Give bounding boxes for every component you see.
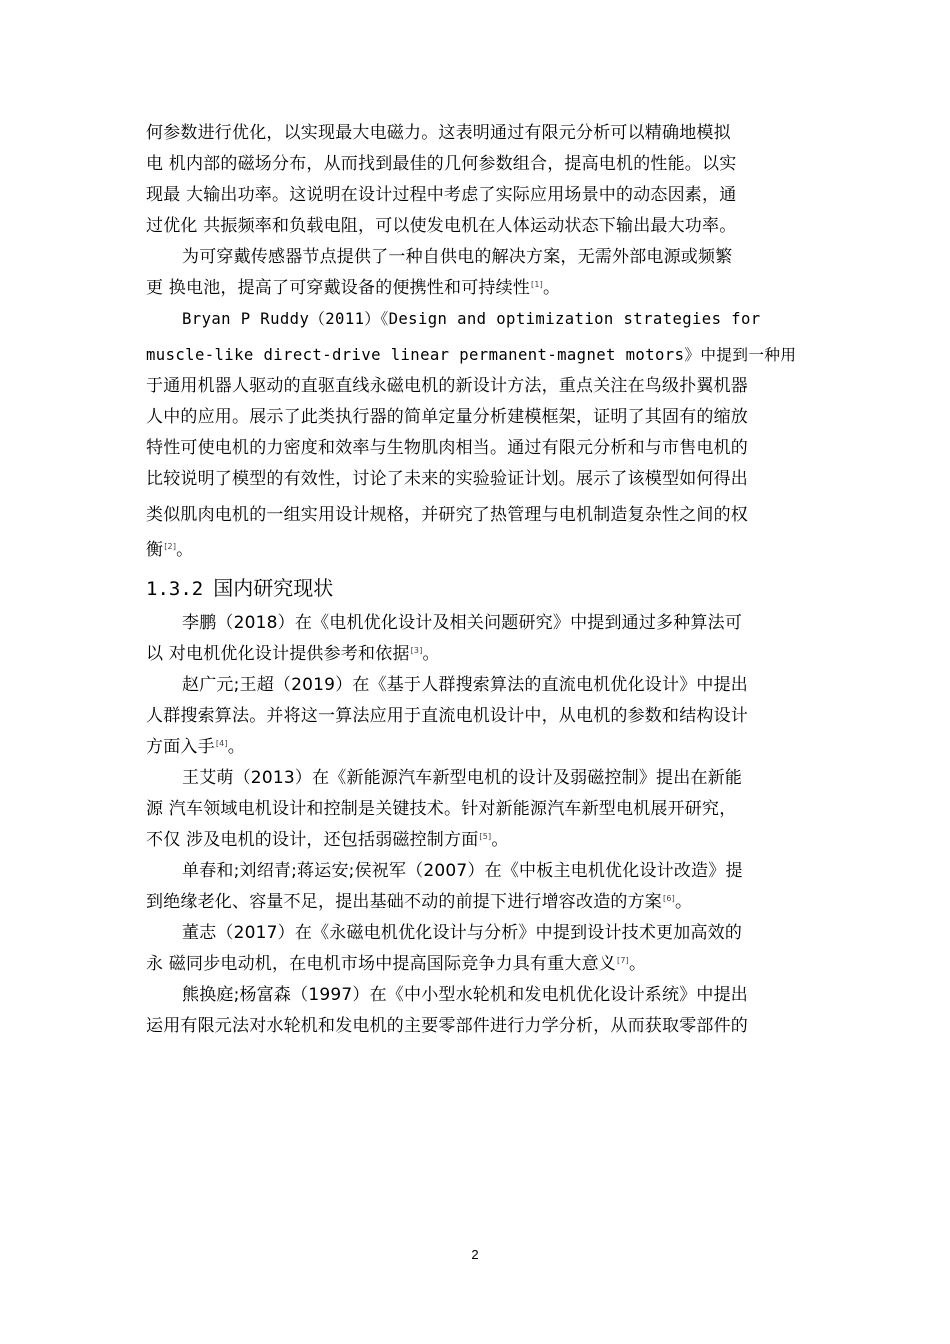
paragraph-line: 人中的应用。展示了此类执行器的简单定量分析建模框架，证明了其固有的缩放: [146, 407, 748, 427]
line-end-mark: 。: [674, 892, 693, 912]
citation-ref: [1]: [531, 280, 543, 289]
citation-ref: [2]: [164, 542, 177, 551]
paragraph-line: 人群搜索算法。并将这一算法应用于直流电机设计中，从电机的参数和结构设计: [146, 706, 748, 726]
line-text: 到绝缘老化、容量不足，提出基础不动的前提下进行增容改造的方案: [146, 892, 662, 912]
paragraph-line: [146, 732, 810, 763]
paragraph-line: 过优化 共振频率和负载电阻，可以使发电机在人体运动状态下输出最大功率。: [146, 216, 737, 236]
page-number: 2: [471, 1247, 479, 1262]
paragraph-line: [146, 340, 810, 371]
paragraph-line: 单春和;刘绍青;蒋运安;侯祝军（2007）在《中板主电机优化设计改造》提: [182, 861, 743, 881]
paragraph-line: 特性可使电机的力密度和效率与生物肌肉相当。通过有限元分析和与市售电机的: [146, 438, 748, 458]
section-title: 国内研究现状: [213, 576, 334, 600]
line-text: 以 对电机优化设计提供参考和依据: [146, 644, 410, 664]
paragraph-line: 于通用机器人驱动的直驱直线永磁电机的新设计方法，重点关注在鸟级扑翼机器: [146, 376, 748, 396]
paragraph-line: 赵广元;王超（2019）在《基于人群搜索算法的直流电机优化设计》中提出: [182, 675, 748, 695]
line-end-mark: 。: [491, 830, 509, 850]
line-text: 方面入手: [146, 737, 215, 757]
paragraph-line: [146, 273, 810, 304]
section-number: 1.3.2: [146, 578, 204, 600]
citation-ref: [3]: [410, 646, 423, 655]
paragraph-line: 董志（2017）在《永磁电机优化设计与分析》中提到设计技术更加高效的: [182, 923, 743, 943]
line-end-mark: 。: [176, 540, 194, 560]
citation-ref: [7]: [617, 956, 629, 965]
paragraph-line: 为可穿戴传感器节点提供了一种自供电的解决方案，无需外部电源或频繁: [182, 247, 733, 267]
section-heading: [146, 566, 810, 608]
line-text: 更 换电池，提高了可穿戴设备的便携性和可持续性: [146, 278, 531, 298]
paragraph-line: 王艾萌（2013）在《新能源汽车新型电机的设计及弱磁控制》提出在新能: [182, 768, 743, 788]
paragraph-line: 熊换庭;杨富森（1997）在《中小型水轮机和发电机优化设计系统》中提出: [182, 985, 748, 1005]
line-end-mark: 。: [227, 737, 245, 757]
paragraph-line: Bryan P Ruddy（2011）《Design and optimization strategies for: [182, 310, 761, 328]
paragraph-line: 类似肌肉电机的一组实用设计规格，并研究了热管理与电机制造复杂性之间的权: [146, 505, 748, 525]
paragraph-line: 何参数进行优化，以实现最大电磁力。这表明通过有限元分析可以精确地模拟: [146, 123, 731, 143]
paragraph-line: 李鹏（2018）在《电机优化设计及相关问题研究》中提到通过多种算法可: [182, 613, 743, 633]
paragraph-line: [146, 639, 810, 670]
paragraph-line: [146, 825, 810, 856]
citation-ref: [5]: [479, 832, 492, 841]
paragraph-line: 运用有限元法对水轮机和发电机的主要零部件进行力学分析，从而获取零部件的: [146, 1016, 748, 1036]
paragraph-line: [146, 949, 810, 980]
line-end-mark: 。: [628, 954, 647, 974]
citation-ref: [4]: [215, 739, 228, 748]
line-text: 衡: [146, 540, 164, 560]
line-text: muscle-like direct-drive linear permanent-magnet motors》中提到一种用: [146, 346, 797, 364]
paragraph-line: 比较说明了模型的有效性，讨论了未来的实验验证计划。展示了该模型如何得出: [146, 469, 748, 489]
line-text: 永 磁同步电动机，在电机市场中提高国际竞争力具有重大意义: [146, 954, 617, 974]
paragraph-line: [146, 535, 810, 566]
paragraph-line: [146, 887, 810, 918]
paragraph-line: 源 汽车领域电机设计和控制是关键技术。针对新能源汽车新型电机展开研究，: [146, 799, 737, 819]
paragraph-line: 现最 大输出功率。这说明在设计过程中考虑了实际应用场景中的动态因素，通: [146, 185, 737, 205]
line-end-mark: 。: [422, 644, 440, 664]
line-text: 不仅 涉及电机的设计，还包括弱磁控制方面: [146, 830, 479, 850]
body-text: [146, 118, 810, 1042]
line-end-mark: 。: [542, 278, 561, 298]
paragraph-line: 电 机内部的磁场分布，从而找到最佳的几何参数组合，提高电机的性能。以实: [146, 154, 737, 174]
citation-ref: [6]: [663, 894, 675, 903]
